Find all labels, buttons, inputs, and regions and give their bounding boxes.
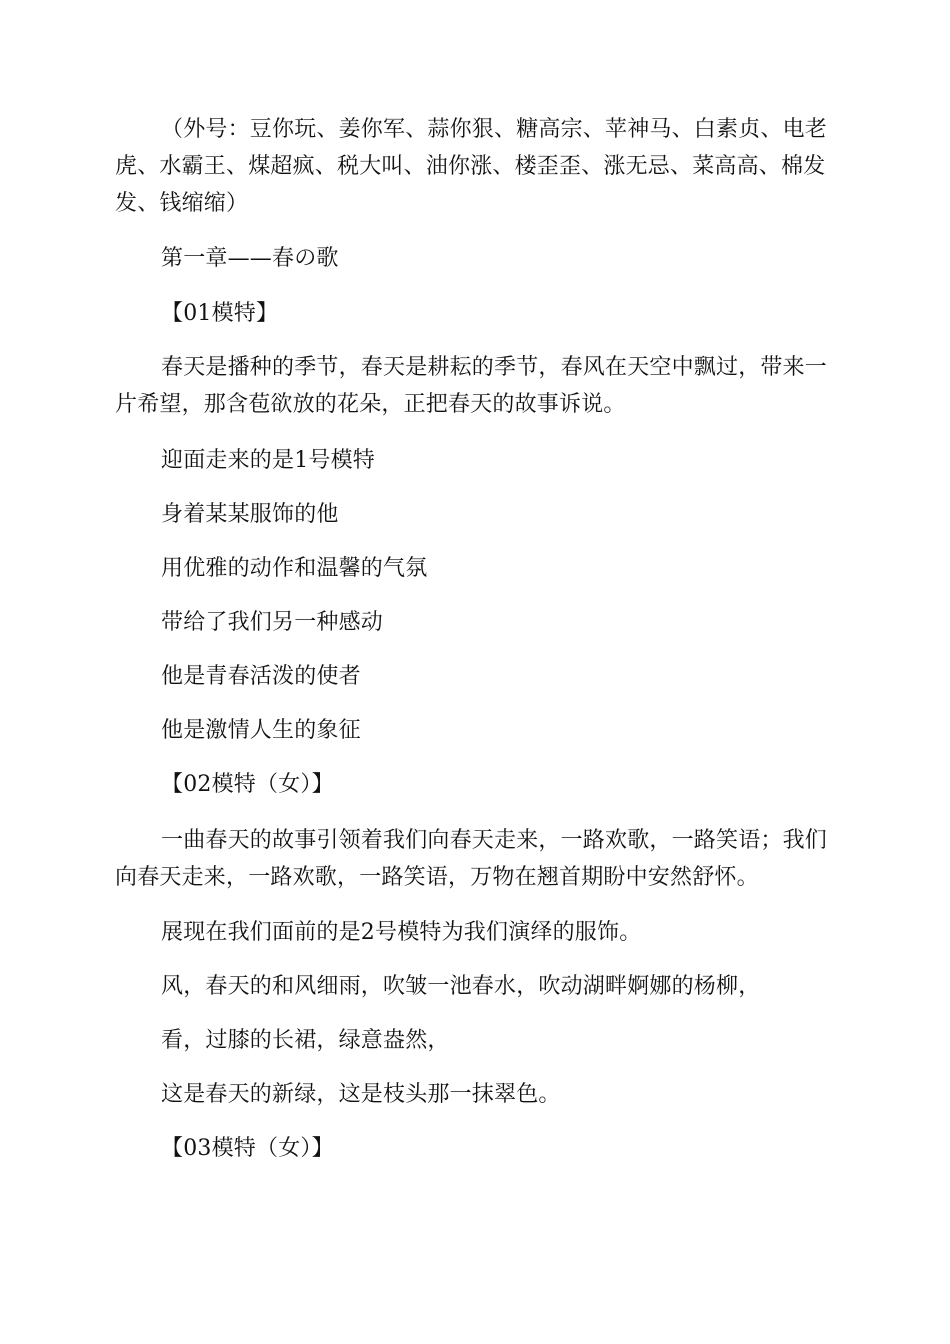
text-line: 风，春天的和风细雨，吹皱一池春水，吹动湖畔婀娜的杨柳，	[161, 974, 761, 999]
text-line: 展现在我们面前的是2号模特为我们演绎的服饰。	[161, 920, 642, 945]
text-line: 他是激情人生的象征	[161, 718, 361, 743]
text-line: 身着某某服饰的他	[161, 502, 339, 527]
chapter-heading: 第一章——春の歌	[161, 246, 339, 271]
text-line: 用优雅的动作和温馨的气氛	[161, 556, 428, 581]
nickname-list-paragraph: （外号：豆你玩、姜你军、蒜你狠、糖高宗、苹神马、白素贞、电老虎、水霸王、煤超疯、税大叫、油你涨、楼歪歪、涨无忌、菜高高、棉发发、钱缩缩）	[115, 117, 828, 216]
section-heading-model-03: 【03模特（女）】	[161, 1136, 334, 1161]
text-line: 带给了我们另一种感动	[161, 610, 384, 635]
text-line: 他是青春活泼的使者	[161, 664, 361, 689]
spring-story-paragraph: 一曲春天的故事引领着我们向春天走来，一路欢歌，一路笑语；我们向春天走来，一路欢歌，一路笑语，万物在翘首期盼中安然舒怀。	[115, 828, 828, 890]
text-line: 迎面走来的是1号模特	[161, 448, 375, 473]
text-line: 看，过膝的长裙，绿意盎然，	[161, 1028, 450, 1053]
section-heading-model-01: 【01模特】	[161, 301, 279, 326]
spring-intro-paragraph: 春天是播种的季节，春天是耕耘的季节，春风在天空中飘过，带来一片希望，那含苞欲放的花朵，正把春天的故事诉说。	[115, 355, 828, 417]
text-line: 这是春天的新绿，这是枝头那一抹翠色。	[161, 1082, 561, 1107]
section-heading-model-02: 【02模特（女）】	[161, 772, 334, 797]
